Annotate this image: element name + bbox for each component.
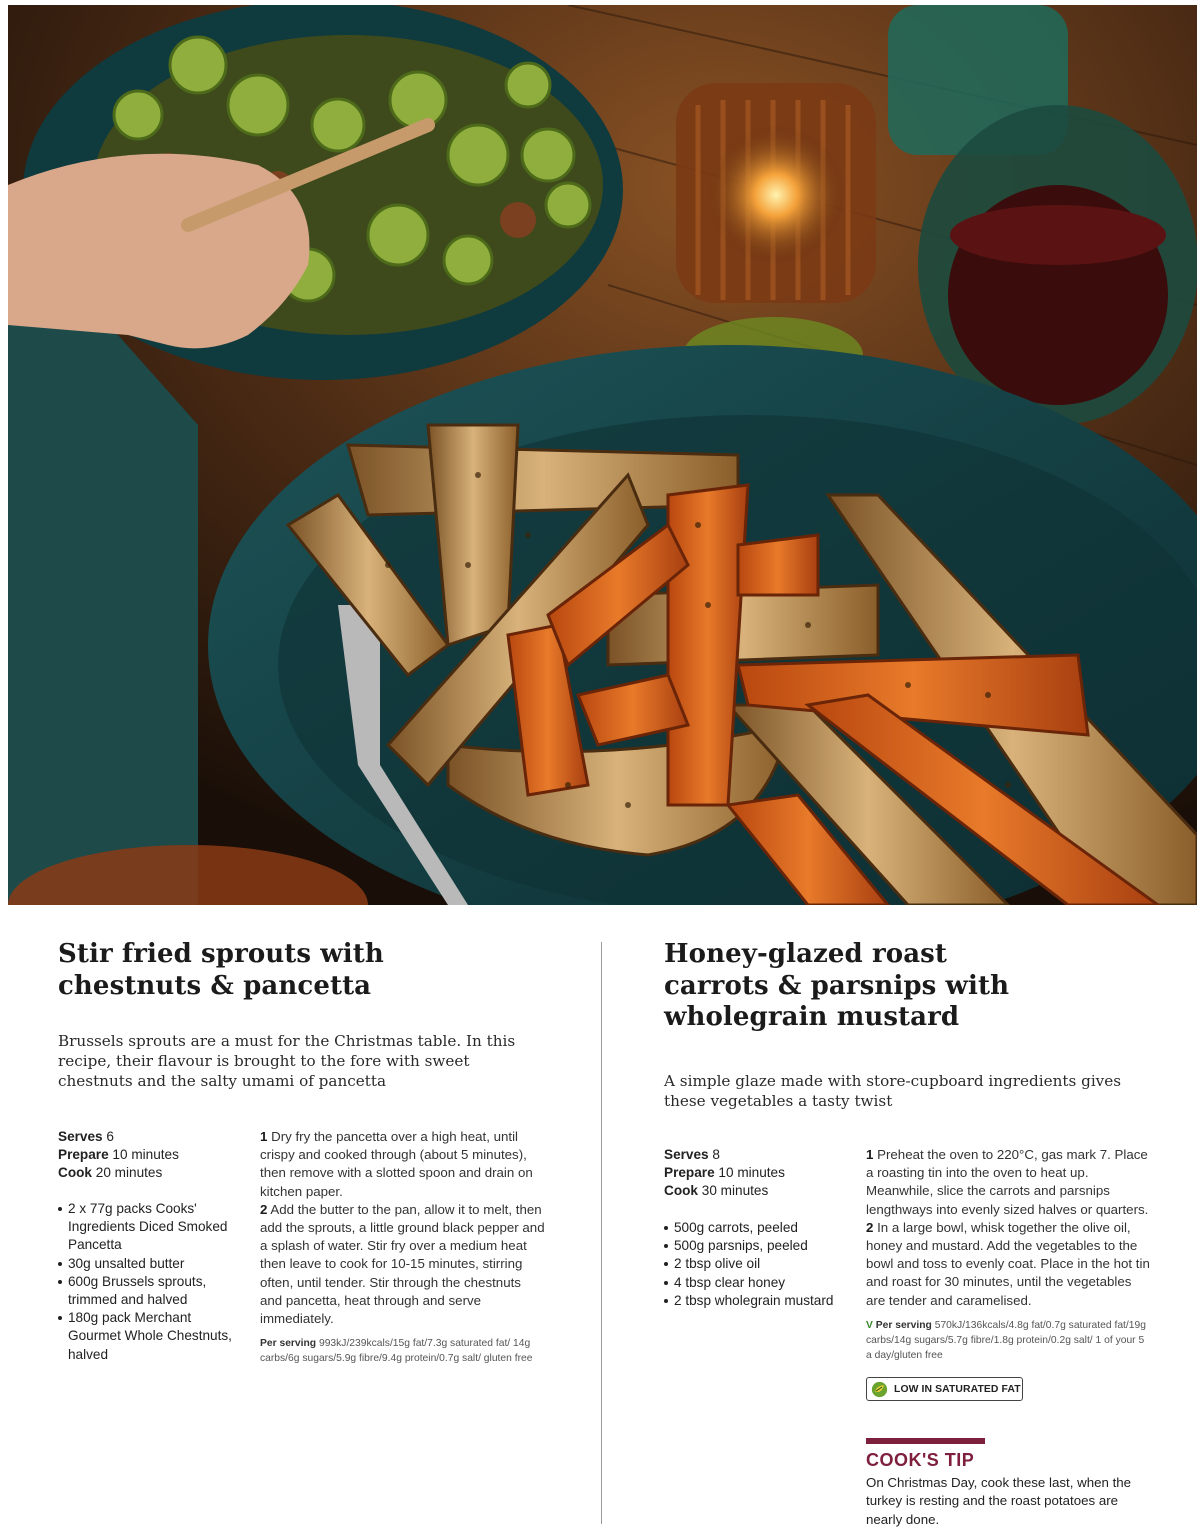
step-text: Preheat the oven to 220°C, gas mark 7. Place a roasting tin into the oven to heat up. Meanwhile, slice the carrots and parsnips lengthways into evenly sized halves or quarters.: [866, 1147, 1149, 1217]
serves-value: 6: [106, 1129, 114, 1144]
prepare-label: Prepare: [58, 1147, 109, 1163]
column-divider: [601, 942, 602, 1524]
ingredient-item: 2 tbsp wholegrain mustard: [664, 1292, 854, 1310]
ingredient-item: 4 tbsp clear honey: [664, 1274, 854, 1292]
cooks-tip-accent-bar: [866, 1438, 985, 1444]
cook-label: Cook: [664, 1183, 698, 1199]
prepare-row: [664, 1164, 854, 1182]
step-number: 2: [866, 1219, 874, 1235]
cook-row: [58, 1164, 248, 1182]
ingredient-item: 600g Brussels sprouts, trimmed and halved: [58, 1273, 238, 1309]
leaf-badge-icon: [871, 1381, 888, 1398]
serves-label: Serves: [664, 1147, 709, 1162]
ingredient-item: 2 x 77g packs Cooks' Ingredients Diced Smoked Pancetta: [58, 1200, 238, 1255]
recipe-right-meta: [664, 1146, 854, 1201]
step-text: Add the butter to the pan, allow it to melt, then add the sprouts, a little ground black pepper and a splash of water. Stir fry over a medium heat then leave to cook for 10-15 minutes, stirring often, until tender. Stir through the chestnuts and pancetta, heat through and serve immediately.: [260, 1201, 545, 1327]
nutrition-text: 570kJ/136kcals/4.8g fat/0.7g saturated fat/19g carbs/14g sugars/5.7g fibre/1.8g protein/0.2g salt/ 1 of your 5 a day/gluten free: [866, 1320, 1146, 1361]
nutrition-text: 993kJ/239kcals/15g fat/7.3g saturated fat/ 14g carbs/6g sugars/5.9g fibre/9.4g protein/0.7g salt/ gluten free: [260, 1338, 533, 1364]
badge-label: LOW IN SATURATED FAT: [894, 1383, 1021, 1395]
ingredient-item: 500g parsnips, peeled: [664, 1237, 854, 1255]
recipe-left-nutrition: [260, 1336, 535, 1366]
serves-row: [58, 1128, 248, 1146]
ingredient-item: 500g carrots, peeled: [664, 1219, 854, 1237]
method-step: [260, 1128, 545, 1201]
serves-label: Serves: [58, 1129, 103, 1144]
ingredient-item: 30g unsalted butter: [58, 1255, 238, 1273]
ingredient-item: 180g pack Merchant Gourmet Whole Chestnuts, halved: [58, 1309, 238, 1364]
serves-value: 8: [712, 1147, 720, 1162]
cooks-tip-title: COOK'S TIP: [866, 1450, 975, 1470]
food-photo-illustration: [8, 5, 1197, 905]
step-number: 2: [260, 1201, 268, 1217]
step-text: In a large bowl, whisk together the olive oil, honey and mustard. Add the vegetables to the bowl and toss to evenly coat. Place in the hot tin and roast for 30 minutes, until the vegetables are tender and caramelised.: [866, 1219, 1150, 1308]
low-saturated-fat-badge: [866, 1377, 1023, 1401]
method-step: [260, 1201, 545, 1328]
recipe-left-ingredients: [58, 1200, 238, 1364]
vegetarian-icon: V: [866, 1320, 873, 1331]
recipe-left-title: Stir fried sprouts with chestnuts & pancetta: [58, 939, 384, 1001]
serves-row: [664, 1146, 854, 1164]
nutrition-label: Per serving: [260, 1338, 317, 1349]
hero-photo: [8, 5, 1197, 905]
step-text: Dry fry the pancetta over a high heat, until crispy and cooked through (about 5 minutes), then remove with a slotted spoon and drain on kitchen paper.: [260, 1129, 533, 1199]
step-number: 1: [260, 1129, 268, 1144]
recipe-right-title: Honey-glazed roast carrots & parsnips with wholegrain mustard: [664, 939, 1010, 1032]
cooks-tip-text: On Christmas Day, cook these last, when the turkey is resting and the roast potatoes are nearly done.: [866, 1475, 1132, 1527]
method-step: [866, 1146, 1151, 1219]
prepare-value: 10 minutes: [112, 1147, 179, 1163]
recipe-left-method: [260, 1128, 545, 1328]
step-number: 1: [866, 1147, 874, 1162]
prepare-value: 10 minutes: [718, 1165, 785, 1181]
cook-value: 30 minutes: [701, 1183, 769, 1199]
prepare-row: [58, 1146, 248, 1164]
cook-value: 20 minutes: [95, 1165, 163, 1181]
nutrition-label: Per serving: [875, 1320, 932, 1331]
recipe-left-meta: [58, 1128, 248, 1183]
recipe-right-ingredients: [664, 1219, 854, 1310]
cook-row: [664, 1182, 854, 1200]
recipe-right-method: [866, 1146, 1151, 1310]
method-step: [866, 1219, 1151, 1310]
recipe-left-intro: Brussels sprouts are a must for the Christmas table. In this recipe, their flavour is brought to the fore with sweet chestnuts and the salty umami of pancetta: [58, 1032, 516, 1091]
recipe-right-intro: A simple glaze made with store-cupboard ingredients gives these vegetables a tasty twist: [664, 1072, 1122, 1111]
prepare-label: Prepare: [664, 1165, 715, 1181]
recipe-right-nutrition: [866, 1318, 1151, 1363]
ingredient-item: 2 tbsp olive oil: [664, 1255, 854, 1273]
cook-label: Cook: [58, 1165, 92, 1181]
